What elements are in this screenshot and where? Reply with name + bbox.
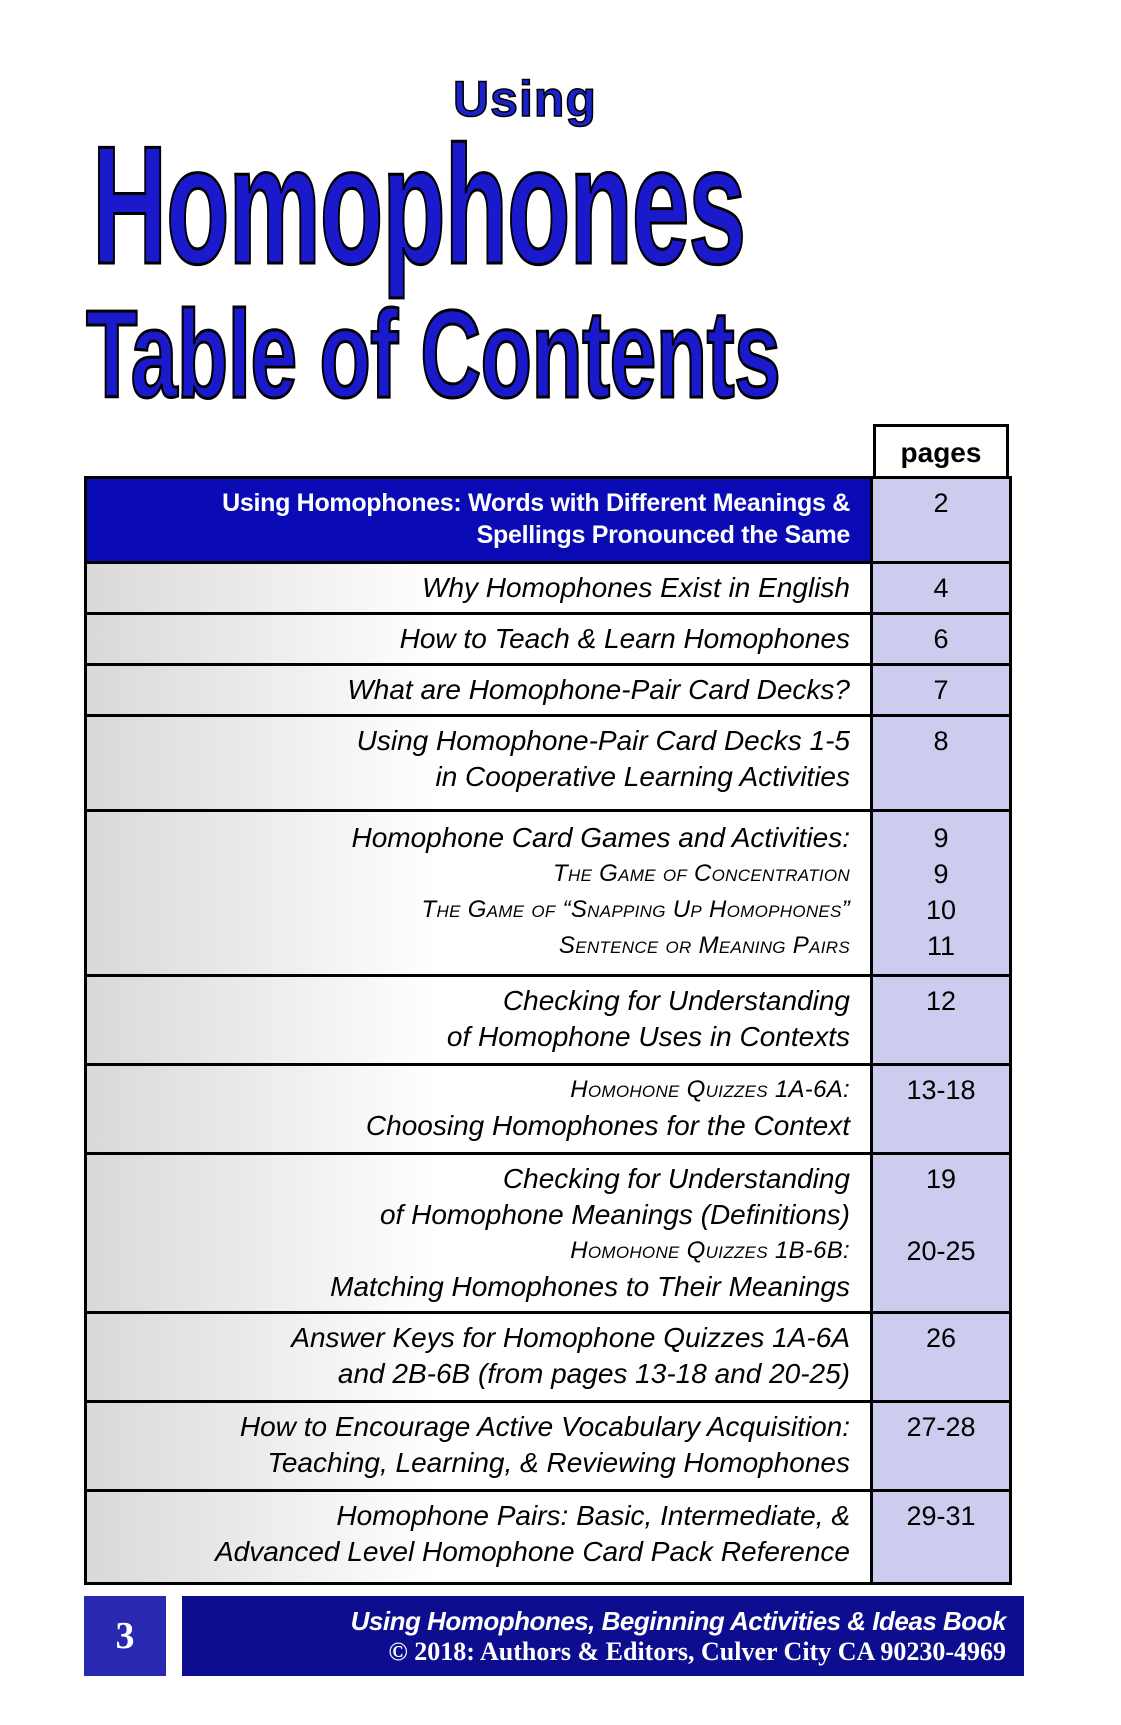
toc-page (873, 1197, 1009, 1233)
toc-page: 13-18 (906, 1075, 976, 1105)
toc-entry-pages (873, 812, 1009, 974)
toc-entry-title (87, 1066, 873, 1152)
toc-page: 6 (933, 624, 949, 654)
toc-row[interactable] (84, 1492, 1012, 1585)
toc-page: 11 (926, 931, 956, 961)
toc-entry-pages (873, 615, 1009, 663)
toc-table (84, 476, 1012, 1585)
toc-line: Using Homophone-Pair Card Decks 1-5 (356, 725, 850, 756)
toc-line: Checking for Understanding (502, 1163, 850, 1194)
toc-page: 9 (933, 859, 949, 889)
toc-entry-pages (873, 1403, 1009, 1489)
toc-line: Checking for Understanding (502, 985, 850, 1016)
toc-page: 26 (925, 1323, 957, 1353)
toc-entry-title (87, 564, 873, 612)
toc-row[interactable] (84, 666, 1012, 717)
title-using: Using (453, 71, 597, 127)
toc-entry-pages (873, 1066, 1009, 1152)
toc-entry-title (87, 977, 873, 1063)
toc-line: Why Homophones Exist in English (422, 572, 850, 603)
toc-line: in Cooperative Learning Activities (435, 761, 850, 792)
toc-line: of Homophone Meanings (Definitions) (379, 1199, 850, 1230)
toc-entry-title (87, 717, 873, 809)
toc-row[interactable] (84, 977, 1012, 1066)
toc-entry-title (87, 479, 873, 561)
toc-page: 29-31 (906, 1501, 976, 1531)
toc-page: 7 (933, 675, 949, 705)
toc-entry-title (87, 1492, 873, 1582)
footer-copyright: © 2018: Authors & Editors, Culver City CA 90230-4969 (388, 1637, 1006, 1666)
toc-page: 10 (925, 895, 957, 925)
page-number: 3 (84, 1596, 166, 1676)
toc-line: Advanced Level Homophone Card Pack Reference (214, 1536, 850, 1567)
toc-line: Using Homophones: Words with Different Meanings & (222, 489, 850, 517)
toc-entry-title (87, 1403, 873, 1489)
toc-line: The Game of “Snapping Up Homophones” (421, 896, 850, 923)
toc-entry-title (87, 1314, 873, 1400)
toc-row[interactable] (84, 717, 1012, 812)
toc-page: 8 (933, 726, 949, 756)
toc-line: Matching Homophones to Their Meanings (330, 1271, 850, 1302)
toc-line: Sentence or Meaning Pairs (558, 932, 850, 959)
toc-row[interactable] (84, 1314, 1012, 1403)
toc-line: Homophone Card Games and Activities: (351, 822, 850, 853)
toc-line: Teaching, Learning, & Reviewing Homophones (267, 1447, 850, 1478)
toc-line: Homophone Pairs: Basic, Intermediate, & (336, 1500, 850, 1531)
toc-line: Homohone Quizzes 1A-6A: (570, 1076, 850, 1103)
toc-row[interactable] (84, 564, 1012, 615)
toc-page: 20-25 (906, 1236, 976, 1266)
toc-line: of Homophone Uses in Contexts (446, 1021, 850, 1052)
toc-page: 27-28 (906, 1412, 976, 1442)
toc-line: How to Encourage Active Vocabulary Acquisition: (239, 1411, 850, 1442)
toc-line: The Game of Concentration (553, 860, 850, 887)
toc-page: 19 (925, 1164, 957, 1194)
toc-page: 9 (933, 823, 949, 853)
toc-row[interactable] (84, 1403, 1012, 1492)
toc-row[interactable] (84, 615, 1012, 666)
toc-entry-title (87, 1155, 873, 1311)
toc-entry-pages (873, 1314, 1009, 1400)
toc-entry-pages (873, 977, 1009, 1063)
title-table-of-contents: Table of Contents (86, 286, 781, 424)
toc-line: What are Homophone-Pair Card Decks? (347, 674, 850, 705)
toc-line: Answer Keys for Homophone Quizzes 1A-6A (291, 1322, 850, 1353)
toc-page: 4 (933, 573, 949, 603)
footer-book-title: Using Homophones, Beginning Activities & Ideas Book (350, 1606, 1006, 1636)
toc-entry-pages (873, 1155, 1009, 1311)
toc-entry-pages (873, 564, 1009, 612)
title-block (0, 0, 1121, 430)
toc-line: How to Teach & Learn Homophones (399, 623, 850, 654)
toc-page: 2 (933, 488, 949, 518)
pages-column-header: pages (873, 424, 1009, 476)
toc-row-card-games[interactable] (84, 812, 1012, 977)
title-homophones: Homophones (92, 111, 746, 299)
toc-line: Choosing Homophones for the Context (365, 1110, 850, 1141)
toc-row-intro[interactable] (84, 479, 1012, 564)
toc-line: Homohone Quizzes 1B-6B: (570, 1237, 850, 1264)
toc-row[interactable] (84, 1155, 1012, 1314)
toc-entry-pages (873, 717, 1009, 809)
toc-row[interactable] (84, 1066, 1012, 1155)
toc-entry-pages (873, 666, 1009, 714)
toc-entry-title (87, 666, 873, 714)
toc-page: 12 (925, 986, 957, 1016)
toc-entry-title (87, 812, 873, 974)
toc-line: and 2B-6B (from pages 13-18 and 20-25) (337, 1358, 850, 1389)
toc-entry-pages (873, 1492, 1009, 1582)
footer-banner (182, 1596, 1024, 1676)
toc-entry-title (87, 615, 873, 663)
toc-entry-pages (873, 479, 1009, 561)
toc-line: Spellings Pronounced the Same (476, 521, 850, 549)
